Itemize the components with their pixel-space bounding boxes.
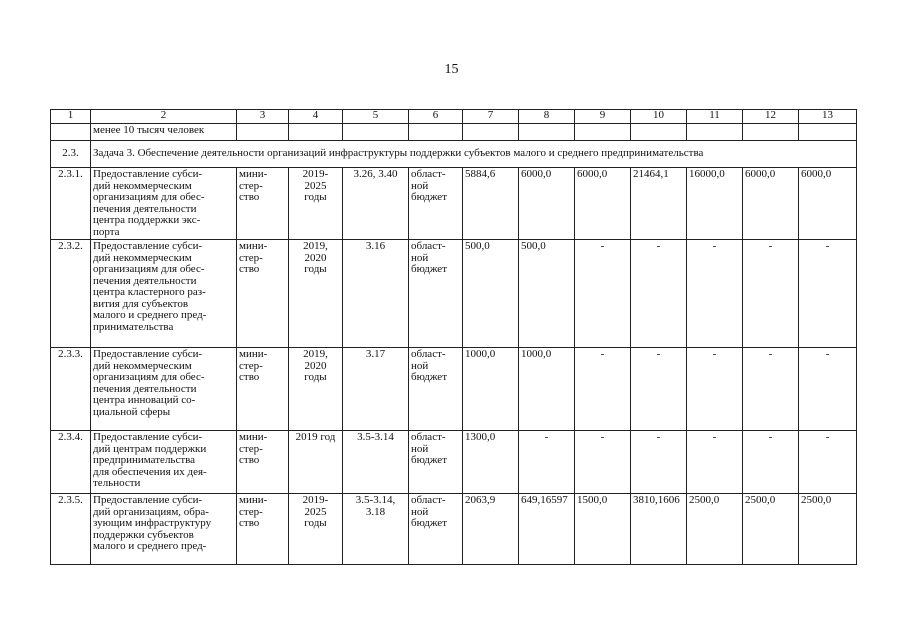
funding-source: област- ной бюджет	[409, 431, 463, 494]
funding-value: -	[631, 348, 687, 431]
column-number: 5	[343, 110, 409, 124]
funding-value: -	[575, 240, 631, 348]
indicator-ref: 3.5-3.14	[343, 431, 409, 494]
period: 2019 год	[289, 431, 343, 494]
funding-value: -	[687, 240, 743, 348]
funding-source: област- ной бюджет	[409, 348, 463, 431]
empty-cell	[463, 124, 519, 141]
continuation-row	[51, 124, 857, 141]
funding-value: 6000,0	[575, 168, 631, 240]
table-row	[51, 168, 857, 240]
funding-value: 5884,6	[463, 168, 519, 240]
funding-value: 2500,0	[743, 494, 799, 565]
measure-name: Предоставление субси- дий некоммерческим организациям для обес- печения деятельности центра поддержки экс- порта	[91, 168, 237, 240]
empty-cell	[237, 124, 289, 141]
row-number: 2.3.1.	[51, 168, 91, 240]
empty-cell	[687, 124, 743, 141]
indicator-ref: 3.26, 3.40	[343, 168, 409, 240]
funding-value: 6000,0	[519, 168, 575, 240]
executor: мини- стер- ство	[237, 240, 289, 348]
continuation-text: менее 10 тысяч человек	[91, 124, 237, 141]
funding-value: 6000,0	[799, 168, 857, 240]
funding-value: -	[799, 431, 857, 494]
column-number: 2	[91, 110, 237, 124]
funding-value: -	[687, 431, 743, 494]
measure-name: Предоставление субси- дий некоммерческим организациям для обес- печения деятельности центра кластерного раз- вития для субъектов малого и среднего пред- принимательства	[91, 240, 237, 348]
funding-value: -	[743, 431, 799, 494]
table-row	[51, 431, 857, 494]
executor: мини- стер- ство	[237, 168, 289, 240]
measure-name: Предоставление субси- дий некоммерческим организациям для обес- печения деятельности центра инноваций со- циальной сферы	[91, 348, 237, 431]
empty-cell	[575, 124, 631, 141]
funding-value: 1500,0	[575, 494, 631, 565]
task-number: 2.3.	[51, 141, 91, 168]
indicator-ref: 3.16	[343, 240, 409, 348]
task-title: Задача 3. Обеспечение деятельности организаций инфраструктуры поддержки субъектов малого и среднего предпринимательства	[91, 141, 857, 168]
period: 2019, 2020 годы	[289, 348, 343, 431]
funding-value: -	[799, 240, 857, 348]
row-number: 2.3.3.	[51, 348, 91, 431]
empty-cell	[631, 124, 687, 141]
funding-value: 2500,0	[799, 494, 857, 565]
funding-value: -	[519, 431, 575, 494]
task-row	[51, 141, 857, 168]
funding-value: 6000,0	[743, 168, 799, 240]
period: 2019- 2025 годы	[289, 168, 343, 240]
empty-cell	[519, 124, 575, 141]
funding-value: 500,0	[463, 240, 519, 348]
funding-value: 3810,1606	[631, 494, 687, 565]
empty-cell	[409, 124, 463, 141]
column-number: 9	[575, 110, 631, 124]
empty-cell	[799, 124, 857, 141]
row-number: 2.3.4.	[51, 431, 91, 494]
funding-value: 500,0	[519, 240, 575, 348]
column-number: 7	[463, 110, 519, 124]
funding-value: -	[687, 348, 743, 431]
funding-source: област- ной бюджет	[409, 240, 463, 348]
table-row	[51, 494, 857, 565]
funding-value: -	[575, 348, 631, 431]
column-number: 1	[51, 110, 91, 124]
funding-value: 1300,0	[463, 431, 519, 494]
column-number: 4	[289, 110, 343, 124]
column-number-row	[51, 110, 857, 124]
funding-value: 649,16597	[519, 494, 575, 565]
funding-value: 1000,0	[463, 348, 519, 431]
funding-value: -	[631, 431, 687, 494]
funding-value: 21464,1	[631, 168, 687, 240]
row-number: 2.3.2.	[51, 240, 91, 348]
executor: мини- стер- ство	[237, 348, 289, 431]
empty-cell	[343, 124, 409, 141]
period: 2019, 2020 годы	[289, 240, 343, 348]
column-number: 8	[519, 110, 575, 124]
funding-value: -	[743, 348, 799, 431]
funding-value: 1000,0	[519, 348, 575, 431]
indicator-ref: 3.17	[343, 348, 409, 431]
funding-value: -	[743, 240, 799, 348]
funding-value: 2063,9	[463, 494, 519, 565]
table-row	[51, 348, 857, 431]
page-number: 15	[444, 62, 459, 77]
funding-value: -	[799, 348, 857, 431]
measure-name: Предоставление субси- дий центрам поддержки предпринимательства для обеспечения их дея- тельности	[91, 431, 237, 494]
column-number: 13	[799, 110, 857, 124]
period: 2019- 2025 годы	[289, 494, 343, 565]
executor: мини- стер- ство	[237, 431, 289, 494]
funding-value: -	[575, 431, 631, 494]
empty-cell	[51, 124, 91, 141]
funding-source: област- ной бюджет	[409, 494, 463, 565]
column-number: 6	[409, 110, 463, 124]
indicator-ref: 3.5-3.14, 3.18	[343, 494, 409, 565]
table-row	[51, 240, 857, 348]
measure-name: Предоставление субси- дий организациям, обра- зующим инфраструктуру поддержки субъектов малого и среднего пред-	[91, 494, 237, 565]
column-number: 11	[687, 110, 743, 124]
column-number: 12	[743, 110, 799, 124]
executor: мини- стер- ство	[237, 494, 289, 565]
row-number: 2.3.5.	[51, 494, 91, 565]
empty-cell	[289, 124, 343, 141]
funding-value: 16000,0	[687, 168, 743, 240]
funding-source: област- ной бюджет	[409, 168, 463, 240]
column-number: 3	[237, 110, 289, 124]
funding-value: 2500,0	[687, 494, 743, 565]
empty-cell	[743, 124, 799, 141]
funding-value: -	[631, 240, 687, 348]
program-table	[50, 109, 857, 565]
column-number: 10	[631, 110, 687, 124]
